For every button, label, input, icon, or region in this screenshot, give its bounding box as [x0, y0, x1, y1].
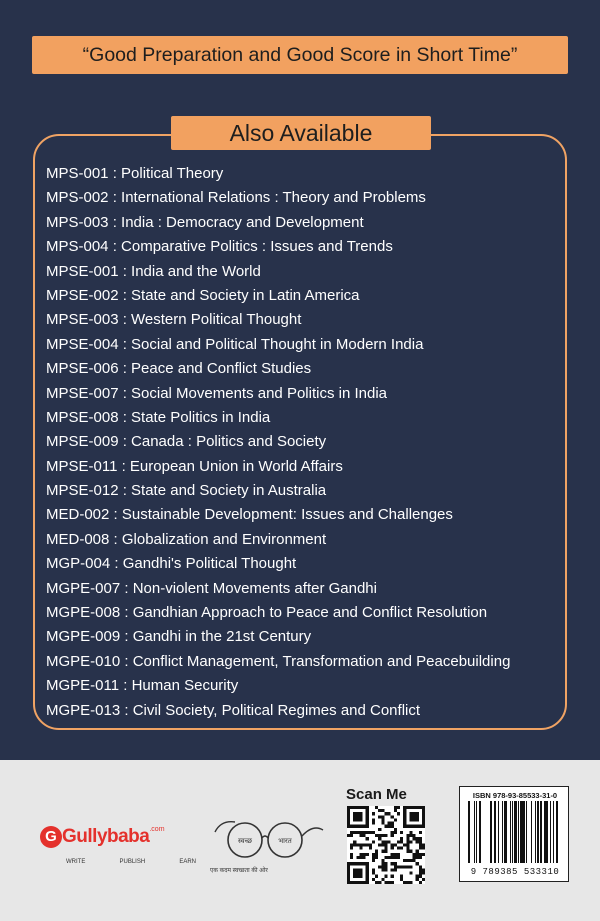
isbn-label: ISBN 978-93-85533-31-0 — [472, 791, 558, 800]
course-item: MPS-004 : Comparative Politics : Issues and Trends — [46, 238, 393, 256]
course-item: MPS-003 : India : Democracy and Development — [46, 213, 364, 231]
scan-me-label: Scan Me — [346, 786, 407, 803]
course-item: MPSE-001 : India and the World — [46, 262, 261, 280]
logo-suffix: .com — [149, 826, 165, 833]
course-item: MGPE-013 : Civil Society, Political Regimes and Conflict — [46, 701, 421, 719]
course-item: MPSE-011 : European Union in World Affairs — [46, 457, 343, 475]
logo-tagline-publish: PUBLISH — [119, 859, 146, 865]
also-available-title: Also Available — [229, 119, 373, 146]
isbn-barcode-box — [459, 786, 569, 882]
course-list — [46, 162, 510, 723]
course-item: MPSE-006 : Peace and Conflict Studies — [46, 360, 312, 378]
course-item: MPS-001 : Political Theory — [46, 165, 224, 182]
course-item: MGPE-010 : Conflict Management, Transformation and Peacebuilding — [46, 652, 511, 670]
course-item: MGPE-008 : Gandhian Approach to Peace and Conflict Resolution — [46, 604, 488, 622]
also-available-heading — [171, 116, 431, 150]
course-item: MED-008 : Globalization and Environment — [46, 530, 327, 548]
logo-tagline — [66, 859, 196, 865]
swachh-right-lens-text: भारत — [278, 837, 292, 845]
course-item: MGPE-011 : Human Security — [46, 677, 239, 695]
swachh-caption: एक कदम स्वच्छता की ओर — [210, 868, 268, 874]
course-item: MGP-004 : Gandhi's Political Thought — [46, 555, 297, 573]
barcode-icon — [466, 801, 563, 863]
gullybaba-logo — [40, 826, 165, 848]
course-item: MPSE-007 : Social Movements and Politics in India — [46, 384, 387, 402]
course-item: MPSE-003 : Western Political Thought — [46, 311, 302, 329]
isbn-digits: 9 789385 533310 — [470, 867, 560, 877]
logo-name: Gullybaba — [62, 826, 150, 847]
logo-tagline-earn: EARN — [179, 859, 196, 865]
course-item: MPSE-012 : State and Society in Australia — [46, 482, 327, 500]
course-item: MPSE-009 : Canada : Politics and Society — [46, 433, 327, 451]
course-item: MED-002 : Sustainable Development: Issues and Challenges — [46, 506, 453, 524]
qr-code-icon — [347, 806, 425, 884]
course-item: MPS-002 : International Relations : Theory and Problems — [46, 189, 426, 207]
swachh-left-lens-text: स्वच्छ — [237, 837, 253, 845]
logo-mark: G — [40, 826, 62, 848]
course-item: MPSE-002 : State and Society in Latin America — [46, 286, 360, 304]
tagline-banner — [32, 36, 568, 74]
course-item: MGPE-007 : Non-violent Movements after Gandhi — [46, 579, 377, 597]
swachh-bharat-glasses-icon — [213, 810, 325, 864]
course-item: MPSE-008 : State Politics in India — [46, 408, 271, 426]
course-item: MGPE-009 : Gandhi in the 21st Century — [46, 628, 312, 646]
course-item: MPSE-004 : Social and Political Thought in Modern India — [46, 335, 424, 353]
logo-tagline-write: WRITE — [66, 859, 86, 865]
tagline-text: “Good Preparation and Good Score in Short Time” — [82, 43, 518, 66]
